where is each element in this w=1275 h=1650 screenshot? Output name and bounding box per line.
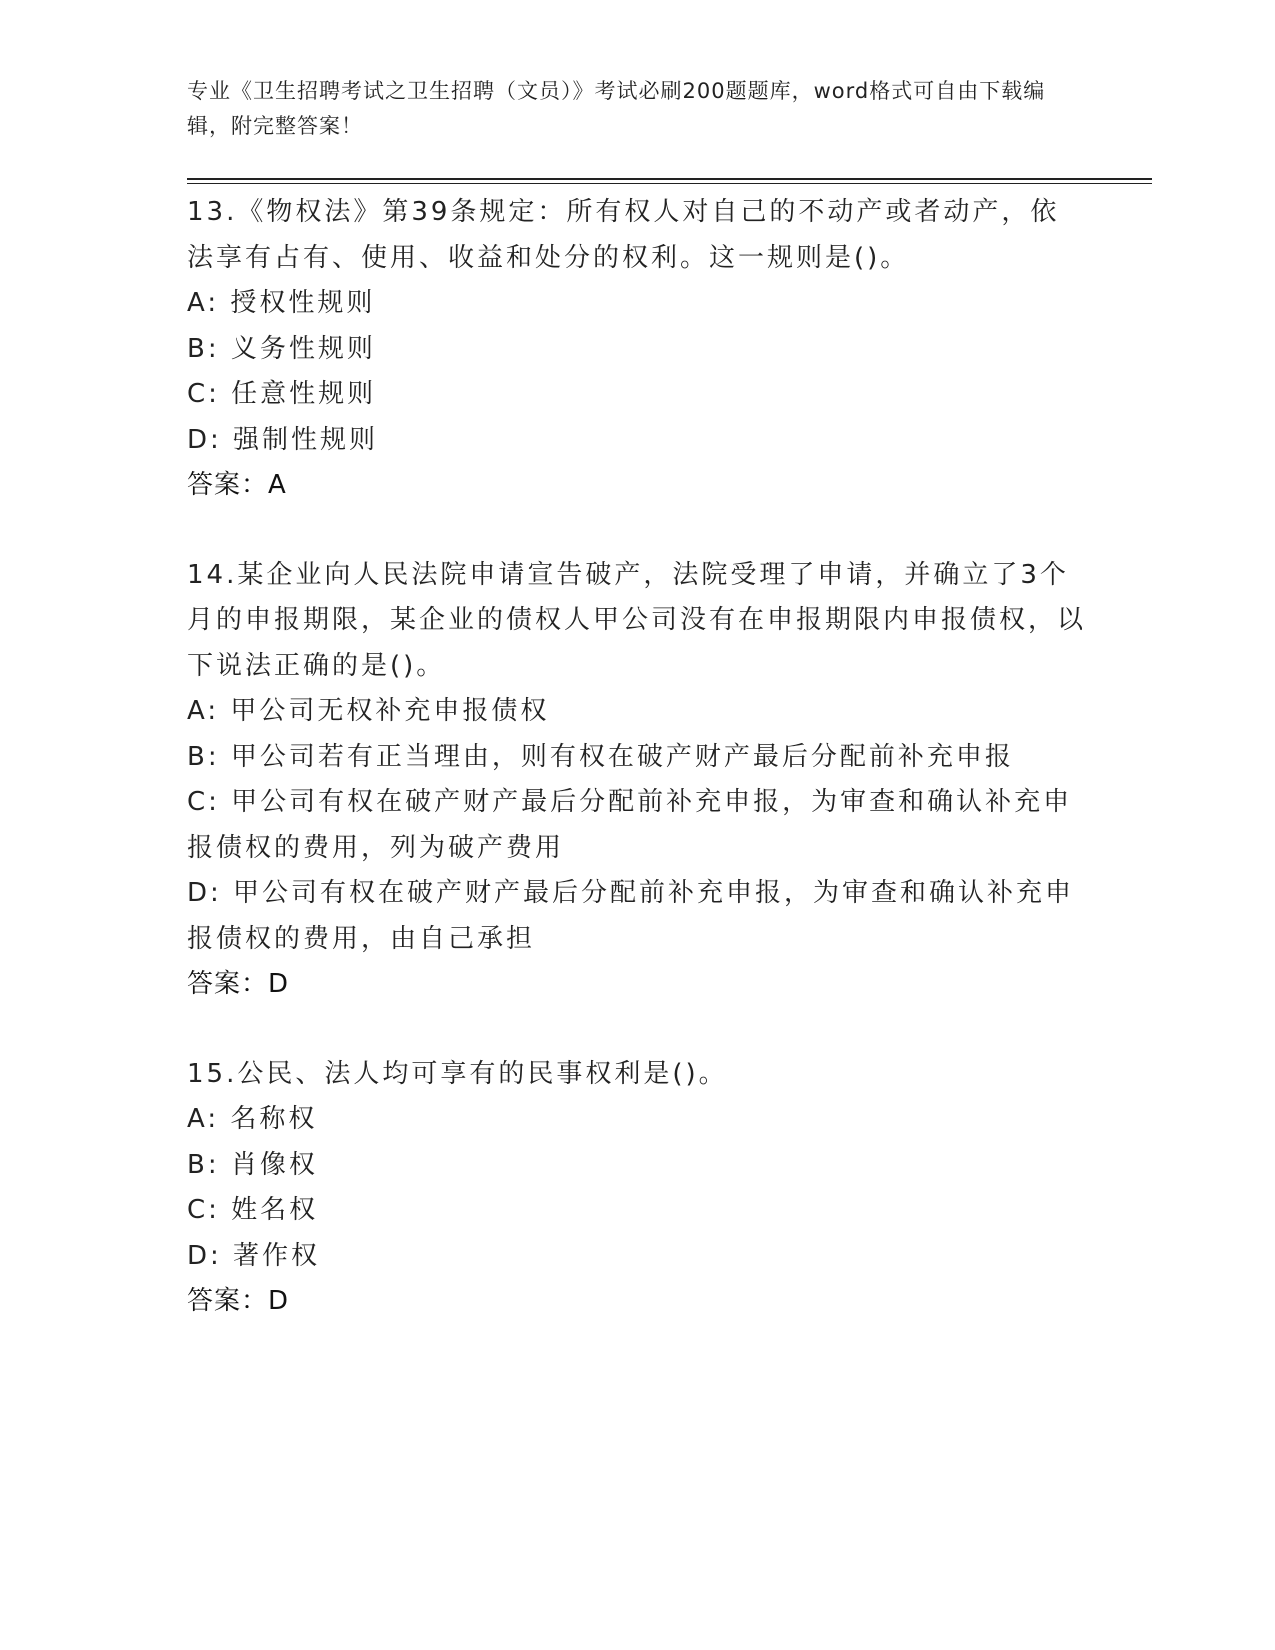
option-a: A: 授权性规则 [187,288,376,318]
option-b: B: 甲公司若有正当理由，则有权在破产财产最后分配前补充申报 [187,741,1014,772]
question-list [187,190,1087,1369]
header-divider-thin [187,183,1152,184]
answer-line [187,962,1087,1008]
option-c: C: 甲公司有权在破产财产最后分配前补充申报，为审查和确认补充申报债权的费用，列为破产费用 [187,787,1073,863]
option-d: D: 著作权 [187,1240,321,1271]
question-14 [187,553,1087,1008]
answer-label: 答案： [187,470,269,500]
answer-value: D [268,1286,289,1316]
option-a: A: 名称权 [187,1104,318,1134]
option-a: A: 甲公司无权补充申报债权 [187,696,550,726]
answer-value: A [268,470,286,500]
document-header: 专业《卫生招聘考试之卫生招聘（文员）》考试必刷200题题库，word格式可自由下载编辑，附完整答案！ [187,79,1046,138]
option-c: C: 任意性规则 [187,379,377,409]
question-15 [187,1052,1087,1325]
question-13 [187,190,1087,509]
answer-line [187,1279,1087,1325]
question-stem: 13.《物权法》第39条规定：所有权人对自己的不动产或者动产，依法享有占有、使用、收益和处分的权利。这一规则是()。 [187,197,1060,273]
answer-value: D [268,969,289,999]
question-stem: 15.公民、法人均可享有的民事权利是()。 [187,1058,728,1089]
option-d: D: 强制性规则 [187,424,379,455]
header-divider-thick [187,178,1152,180]
answer-label: 答案： [187,969,269,999]
answer-label: 答案： [187,1286,269,1316]
option-c: C: 姓名权 [187,1195,319,1225]
option-b: B: 肖像权 [187,1149,318,1180]
option-b: B: 义务性规则 [187,333,376,364]
option-d: D: 甲公司有权在破产财产最后分配前补充申报，为审查和确认补充申报债权的费用，由自己承担 [187,878,1075,954]
question-stem: 14.某企业向人民法院申请宣告破产，法院受理了申请，并确立了3个月的申报期限，某企业的债权人甲公司没有在申报期限内申报债权，以下说法正确的是()。 [187,559,1087,681]
answer-line [187,463,1087,509]
